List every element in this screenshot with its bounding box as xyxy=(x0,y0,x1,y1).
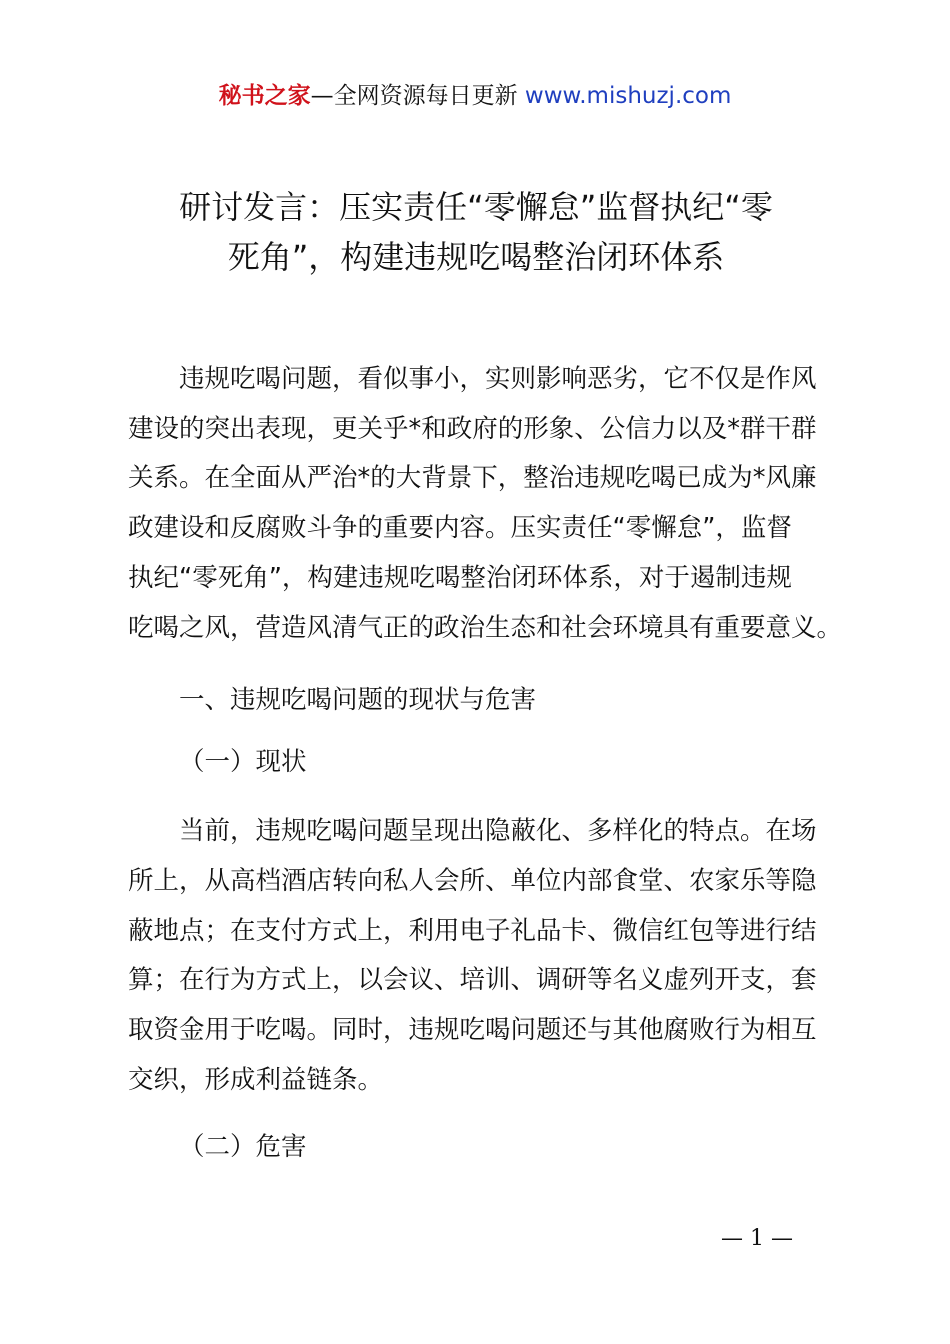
paragraph-line: 违规吃喝问题，看似事小，实则影响恶劣，它不仅是作风 xyxy=(179,364,817,394)
subsection-heading: （二）危害 xyxy=(179,1132,307,1163)
title-line: 死角”，构建违规吃喝整治闭环体系 xyxy=(227,238,725,276)
site-tagline: —全网资源每日更新 xyxy=(310,83,525,109)
status-paragraph xyxy=(128,807,832,1105)
section-heading: 一、违规吃喝问题的现状与危害 xyxy=(179,685,537,716)
paragraph-line: 吃喝之风，营造风清气正的政治生态和社会环境具有重要意义。 xyxy=(128,612,843,643)
paragraph-line: 所上，从高档酒店转向私人会所、单位内部食堂、农家乐等隐 xyxy=(128,865,817,896)
paragraph-line: 取资金用于吃喝。同时，违规吃喝问题还与其他腐败行为相互 xyxy=(128,1015,817,1046)
site-url-link[interactable]: www.mishuzj.com xyxy=(524,83,732,109)
paragraph-line: 算；在行为方式上，以会议、培训、调研等名义虚列开支，套 xyxy=(128,965,817,996)
intro-paragraph xyxy=(128,355,843,653)
subsection-heading: （一）现状 xyxy=(179,747,307,778)
document-title xyxy=(120,182,832,282)
paragraph-line: 关系。在全面从严治*的大背景下，整治违规吃喝已成为*风廉 xyxy=(128,463,817,494)
paragraph-line: 执纪“零死角”，构建违规吃喝整治闭环体系，对于遏制违规 xyxy=(128,562,792,593)
title-line: 研讨发言：压实责任“零懈怠”监督执纪“零 xyxy=(179,188,773,226)
paragraph-line: 交织，形成利益链条。 xyxy=(128,1064,384,1095)
site-brand: 秘书之家 xyxy=(218,83,311,109)
page-number: — 1 — xyxy=(721,1226,793,1251)
paragraph-line: 当前，违规吃喝问题呈现出隐蔽化、多样化的特点。在场 xyxy=(179,816,817,847)
site-header xyxy=(0,80,950,112)
paragraph-line: 政建设和反腐败斗争的重要内容。压实责任“零懈怠”，监督 xyxy=(128,513,792,544)
paragraph-line: 蔽地点；在支付方式上，利用电子礼品卡、微信红包等进行结 xyxy=(128,915,817,946)
paragraph-line: 建设的突出表现，更关乎*和政府的形象、公信力以及*群干群 xyxy=(128,413,817,444)
document-body xyxy=(128,355,843,1165)
